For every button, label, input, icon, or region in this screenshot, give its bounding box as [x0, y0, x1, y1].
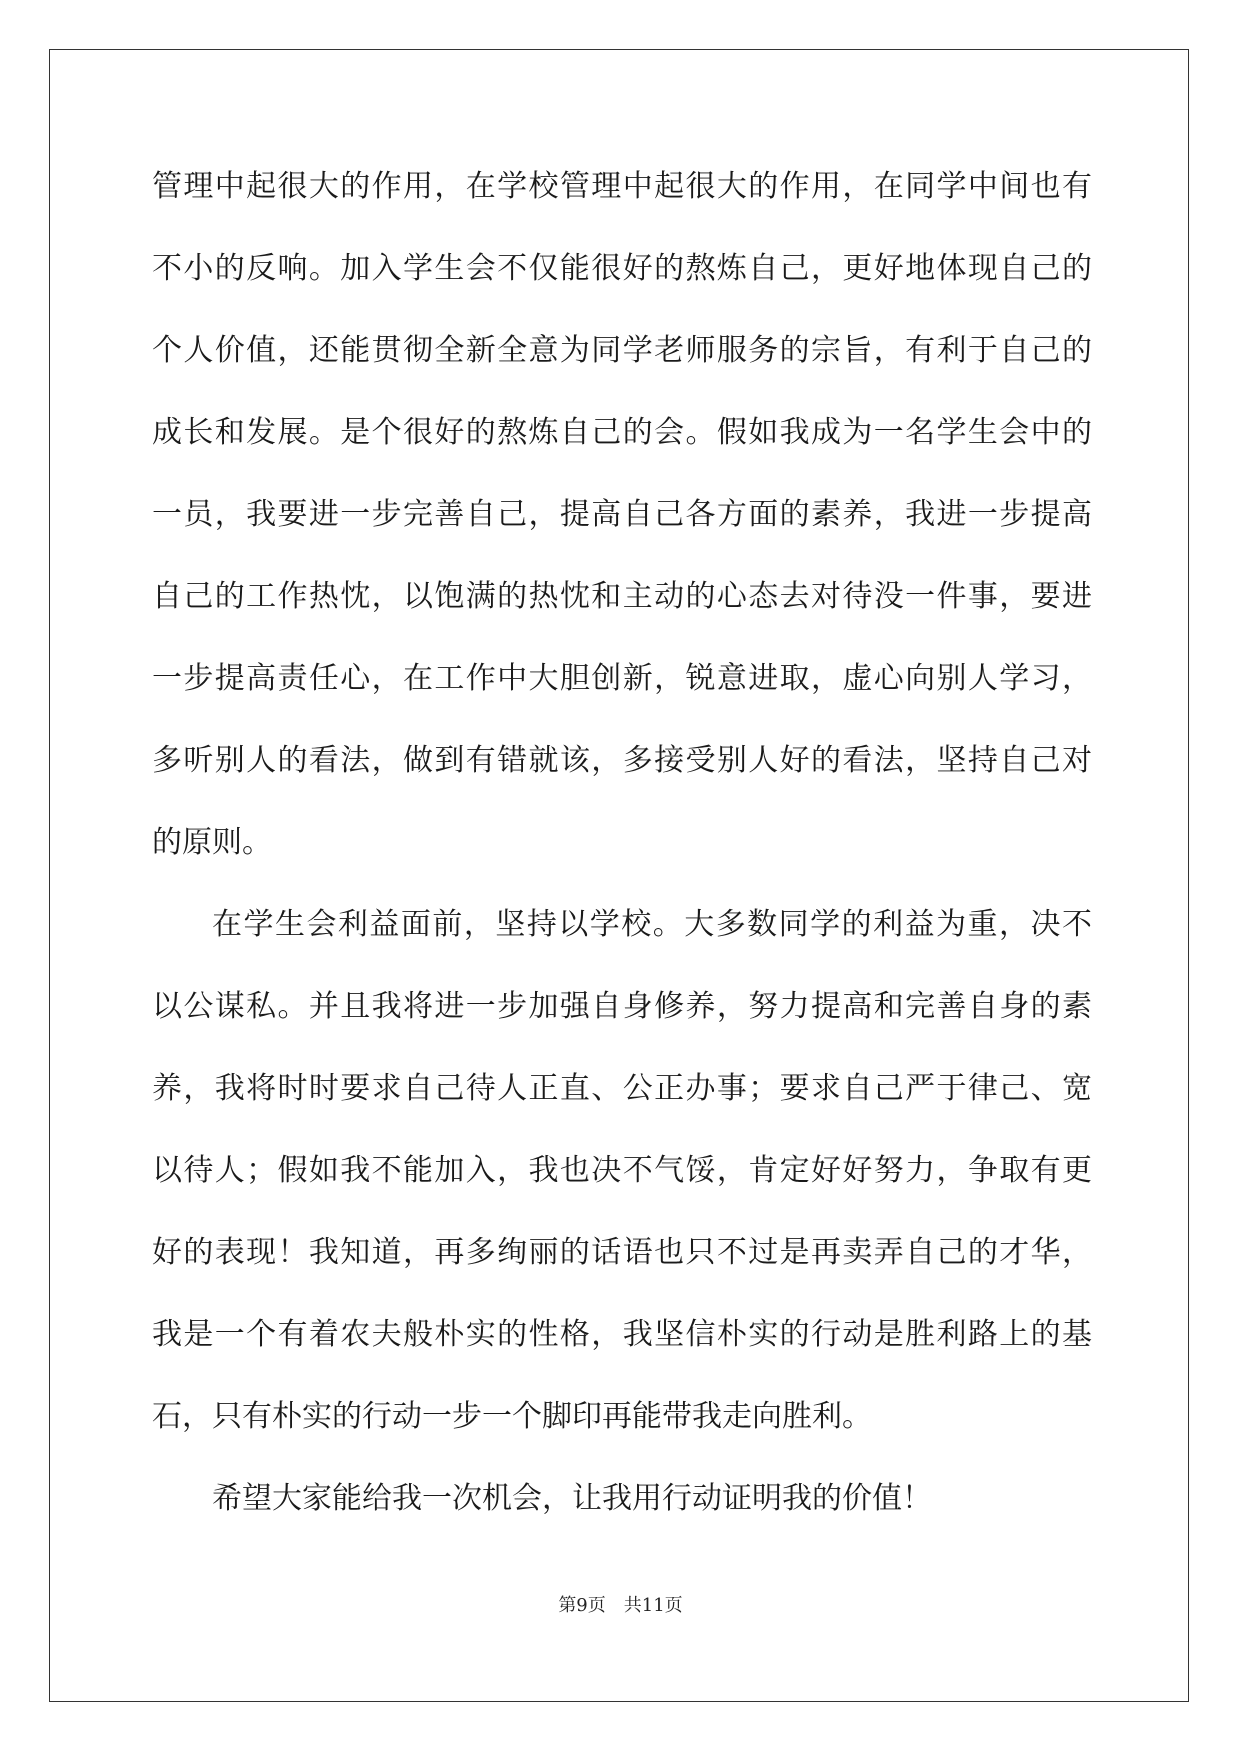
page-border — [49, 49, 1189, 1702]
text-line: 好的表现！我知道，再多绚丽的话语也只不过是再卖弄自己的才华， — [152, 1235, 1092, 1270]
text-line: 自己的工作热忱，以饱满的热忱和主动的心态去对待没一件事，要进 — [152, 579, 1092, 614]
text-line: 以待人；假如我不能加入，我也决不气馁，肯定好好努力，争取有更 — [152, 1153, 1092, 1188]
text-line: 个人价值，还能贯彻全新全意为同学老师服务的宗旨，有利于自己的 — [152, 333, 1092, 368]
text-line: 管理中起很大的作用，在学校管理中起很大的作用，在同学中间也有 — [152, 169, 1092, 204]
text-line: 一步提高责任心，在工作中大胆创新，锐意进取，虚心向别人学习， — [152, 661, 1092, 696]
text-line: 希望大家能给我一次机会，让我用行动证明我的价值！ — [212, 1481, 932, 1516]
text-line: 不小的反响。加入学生会不仅能很好的熬炼自己，更好地体现自己的 — [152, 251, 1092, 286]
text-line: 一员，我要进一步完善自己，提高自己各方面的素养，我进一步提高 — [152, 497, 1092, 532]
text-line: 在学生会利益面前，坚持以学校。大多数同学的利益为重，决不 — [212, 907, 1092, 942]
text-line: 成长和发展。是个很好的熬炼自己的会。假如我成为一名学生会中的 — [152, 415, 1092, 450]
page-number: 第9页 共11页 — [558, 1595, 683, 1616]
text-line: 多听别人的看法，做到有错就该，多接受别人好的看法，坚持自己对 — [152, 743, 1092, 778]
text-line: 我是一个有着农夫般朴实的性格，我坚信朴实的行动是胜利路上的基 — [152, 1317, 1092, 1352]
text-line: 以公谋私。并且我将进一步加强自身修养，努力提高和完善自身的素 — [152, 989, 1092, 1024]
text-line: 养，我将时时要求自己待人正直、公正办事；要求自己严于律己、宽 — [152, 1071, 1092, 1106]
text-line: 的原则。 — [152, 825, 272, 860]
text-line: 石，只有朴实的行动一步一个脚印再能带我走向胜利。 — [152, 1399, 872, 1434]
